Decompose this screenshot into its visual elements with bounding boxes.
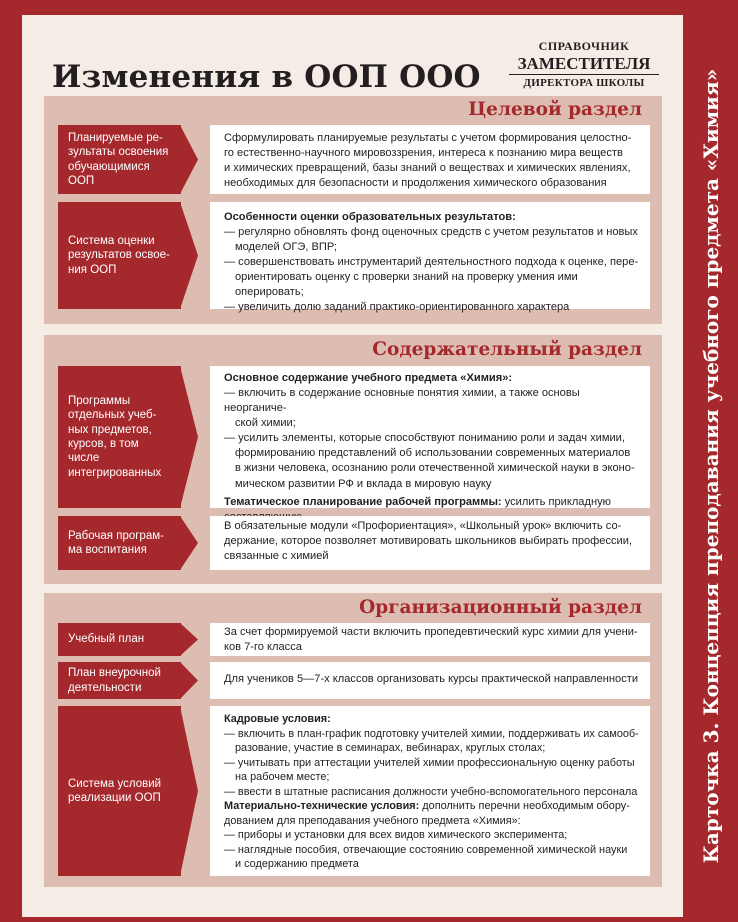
logo-line-1: СПРАВОЧНИК — [538, 39, 630, 53]
row-text: Основное содержание учебного предмета «Химия»: — включить в содержание основные понятия химии, а также основы неорганиче- ской химии; — усилить элементы, которые способствуют пониманию роли и задач химии, формированию представлений об использовании современных материалов в жизни человека, осознанию роли отечественной химической науки в эконо- мическом развитии РФ и вклада в мировую науку Тематическое планирование рабочей программы: усилить прикладную — [210, 366, 650, 508]
row-conditions-system — [58, 706, 650, 876]
row-label: Рабочая програм- ма воспитания — [58, 516, 181, 570]
side-title: Карточка 3. Концепция преподавания учебного предмета «Химия» — [698, 68, 723, 864]
arrow-icon — [180, 662, 198, 699]
section-title: Целевой раздел — [468, 99, 642, 120]
logo-line-2: ЗАМЕСТИТЕЛЯ — [509, 55, 659, 75]
side-banner — [683, 15, 738, 917]
row-assessment-system — [58, 202, 650, 314]
row-text: Особенности оценки образовательных результатов: — регулярно обновлять фонд оценочных средств с учетом результатов и новых моделей ОГЭ, ВПР; — совершенствовать инструментарий деятельностного подхода к оценке, пере- ориентировать оценку с проверки знаний на проверку умения ими оперировать; — увеличить долю заданий практико-ориентированного характера — [210, 202, 650, 309]
row-planned-results — [58, 125, 650, 194]
row-text: Сформулировать планируемые результаты с учетом формирования целостно- го естественно-научного мировоззрения, интереса к познанию мира веществ и химических превращений, базы знаний о веществах и химических явлениях, необходимых для безопасности и продолжения химического образования — [210, 125, 650, 194]
page-title: Изменения в ООП ООО — [52, 59, 481, 95]
arrow-icon — [180, 202, 198, 309]
row-text: Для учеников 5—7-х классов организовать курсы практической направленности — [210, 662, 650, 699]
row-subject-programs — [58, 366, 650, 508]
section-title: Содержательный раздел — [372, 339, 642, 360]
section-title: Организационный раздел — [359, 597, 642, 618]
arrow-icon — [180, 516, 198, 570]
row-text: Кадровые условия: — включить в план-график подготовку учителей химии, поддерживать их самооб- разование, участие в семинарах, вебинарах, круглых столах; — учитывать при аттестации учителей химии профессиональную оценку работы на рабочем месте; — ввести в штатные расписания должности учебно-вспомогательного персонала Материально-технические условия: дополнить перечни необходимым обору- дованием для преподавания учебного предмета «Химия»: — приборы и установки для всех видов химического эксперимента; — наглядные пособия, отвечающие состоянию современной химической науки и содержанию предмета — [210, 706, 650, 876]
section-organizational — [44, 593, 662, 887]
row-label: План внеурочной деятельности — [58, 662, 181, 699]
row-text: В обязательные модули «Профориентация», «Школьный урок» включить со- держание, которое позволяет мотивировать школьников выбирать профессии, связанные с химией — [210, 516, 650, 570]
row-label: Планируемые ре- зультаты освоения обучающимися ООП — [58, 125, 181, 194]
publisher-logo — [509, 40, 659, 89]
row-label: Система условий реализации ООП — [58, 706, 181, 876]
row-label: Система оценки результатов освое- ния ООП — [58, 202, 181, 309]
info-card — [22, 15, 683, 917]
section-content — [44, 335, 662, 584]
row-extracurricular-plan — [58, 662, 650, 699]
row-text: За счет формируемой части включить пропедевтический курс химии для учени- ков 7-го класса — [210, 623, 650, 656]
arrow-icon — [180, 706, 198, 876]
arrow-icon — [180, 623, 198, 656]
section-target — [44, 96, 662, 324]
logo-line-3: ДИРЕКТОРА ШКОЛЫ — [523, 77, 645, 89]
row-label: Программы отдельных учеб- ных предметов, курсов, в том числе интегрированных — [58, 366, 181, 508]
row-curriculum — [58, 623, 650, 656]
arrow-icon — [180, 125, 198, 194]
row-upbringing-program — [58, 516, 650, 570]
row-label: Учебный план — [58, 623, 181, 656]
arrow-icon — [180, 366, 198, 508]
